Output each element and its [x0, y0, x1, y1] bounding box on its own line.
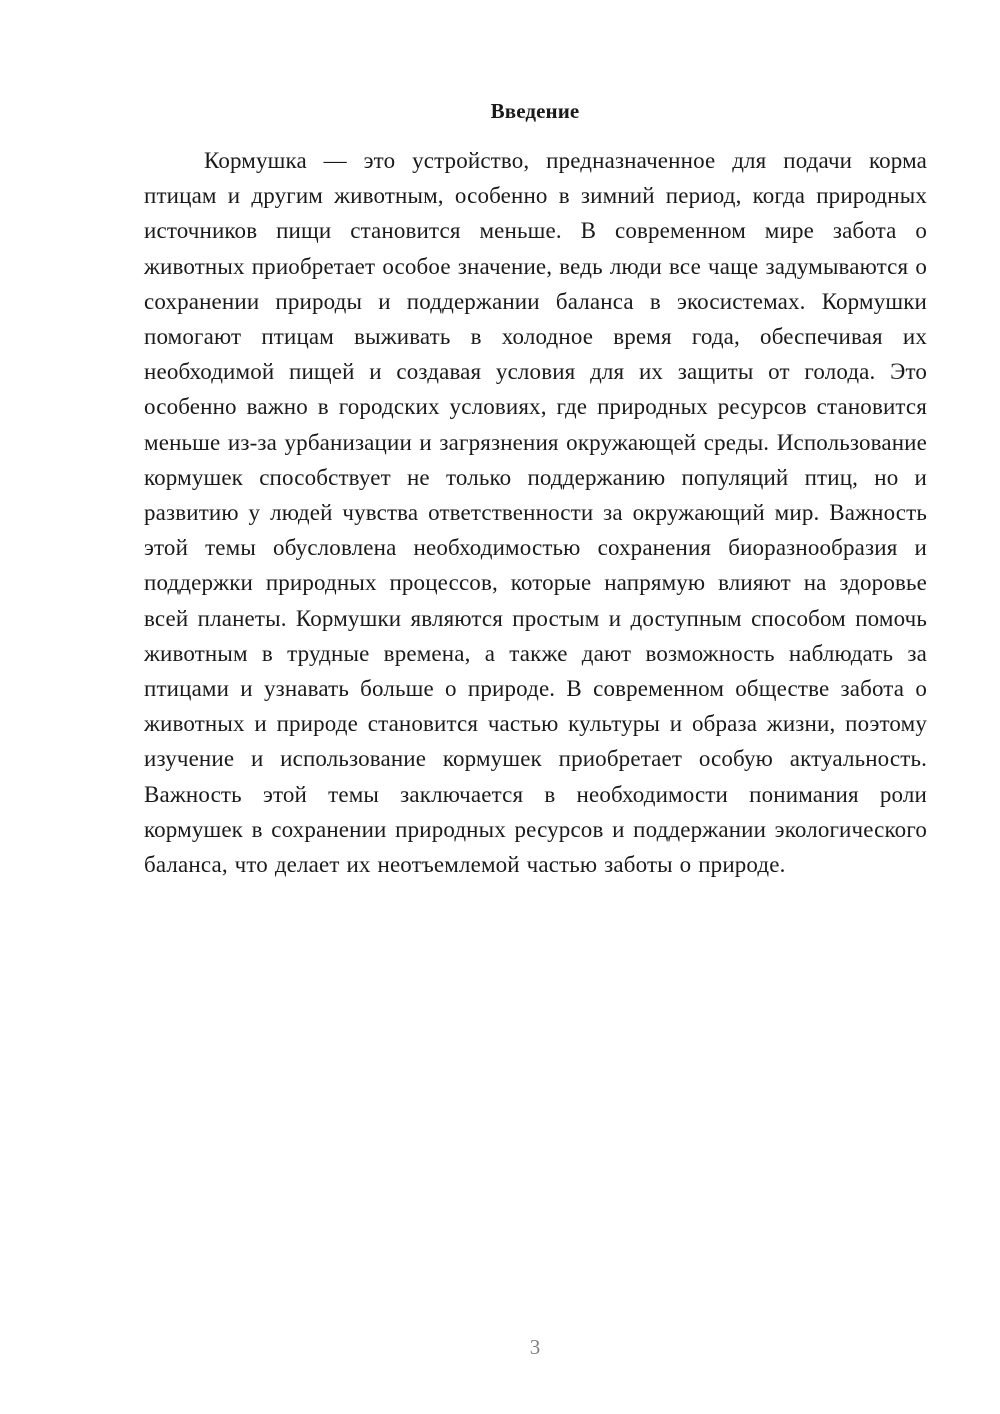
- page-number: 3: [529, 1335, 541, 1359]
- body-paragraph: Кормушка — это устройство, предназначенное для подачи корма птицам и другим животным, особенно в зимний период, когда природных источников пищи становится меньше. В современном мире забота о животных приобретает особое значение, ведь люди все чаще задумываются о сохранении природы и поддержании баланса в экосистемах. Кормушки помогают птицам выживать в холодное время года, обеспечивая их необходимой пищей и создавая условия для их защиты от голода. Это особенно важно в городских условиях, где природных ресурсов становится меньше из-за урбанизации и загрязнения окружающей среды. Использование кормушек способствует не только поддержанию популяций птиц, но и развитию у людей чувства ответственности за окружающий мир. Важность этой темы обусловлена необходимостью сохранения биоразнообразия и поддержки природных процессов, которые напрямую влияют на здоровье всей планеты. Кормушки являются простым и доступным способом помочь животным в трудные времена, а также дают возможность наблюдать за птицами и узнавать больше о природе. В современном обществе забота о животных и природе становится частью культуры и образа жизни, поэтому изучение и использование кормушек приобретает особую актуальность. Важность этой темы заключается в необходимости понимания роли кормушек в сохранении природных ресурсов и поддержании экологического баланса, что делает их неотъемлемой частью заботы о природе.: [144, 148, 927, 878]
- section-heading: Введение: [490, 99, 580, 123]
